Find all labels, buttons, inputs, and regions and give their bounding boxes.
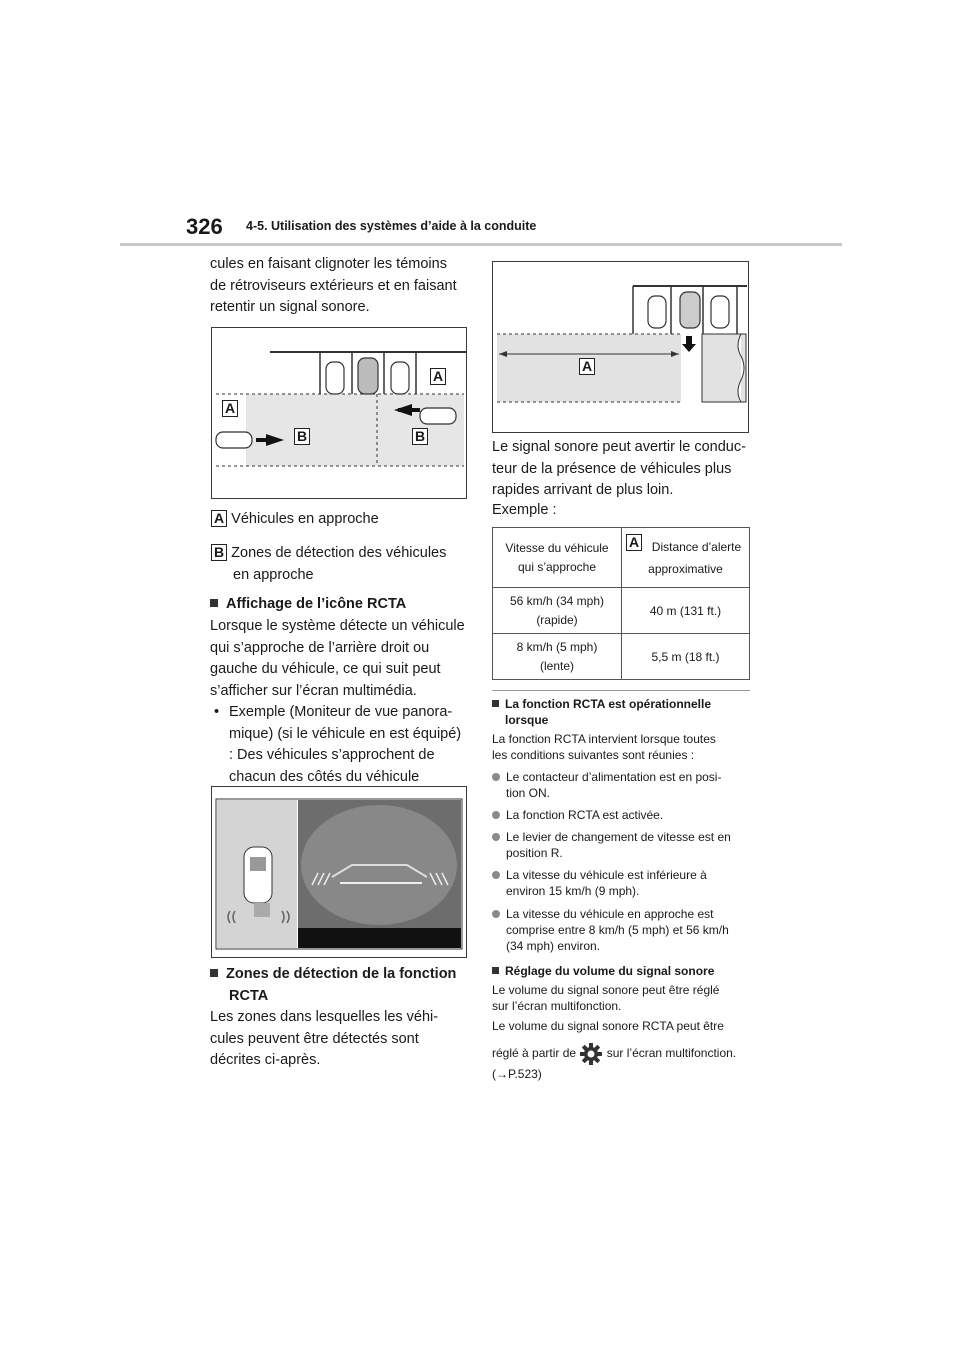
condition-line: La vitesse du véhicule en approche est	[506, 907, 714, 921]
icon-line: Lorsque le système détecte un véhicule	[210, 618, 465, 634]
cell-text: 8 km/h (5 mph)	[516, 639, 598, 654]
example-label: Exemple :	[492, 502, 557, 518]
header-speed-text: Vitesse du véhicule	[505, 540, 609, 555]
table-cell-speed	[493, 588, 622, 634]
table-cell-distance: 40 m (131 ft.)	[622, 588, 750, 634]
bullet-paragraph	[229, 702, 479, 788]
cell-text: (rapide)	[536, 612, 578, 627]
legend-b	[211, 543, 471, 586]
detection-range-illustration	[493, 262, 748, 432]
signal-line: teur de la présence de véhicules plus	[492, 460, 732, 477]
volume-line: sur l’écran multifonction.	[492, 999, 622, 1013]
bullet-line: : Des véhicules s’approchent de	[229, 747, 435, 763]
heading-square-icon	[210, 599, 218, 607]
zones-line: Les zones dans lesquelles les véhi-	[210, 1009, 439, 1025]
condition-line: tion ON.	[506, 786, 551, 800]
condition-line: La vitesse du véhicule est inférieure à	[506, 868, 707, 882]
bullet-dot-icon	[492, 871, 500, 879]
bullet-dot-icon	[492, 833, 500, 841]
volume-heading-text: Réglage du volume du signal sonore	[505, 964, 715, 978]
icon-heading	[210, 594, 480, 616]
condition-line: environ 15 km/h (9 mph).	[506, 884, 640, 898]
gear-icon	[579, 1042, 603, 1066]
intro-line: retentir un signal sonore.	[210, 299, 370, 315]
table-row	[493, 634, 750, 680]
figure-label-a: A	[579, 358, 595, 375]
table-cell-speed	[493, 634, 622, 680]
zones-line: décrites ci-après.	[210, 1052, 321, 1068]
zones-heading-text: RCTA	[229, 987, 269, 1004]
operational-intro	[492, 731, 754, 763]
table-cell-distance: 5,5 m (18 ft.)	[622, 634, 750, 680]
heading-square-icon	[492, 700, 499, 707]
volume-line: Le volume du signal sonore peut être réglé	[492, 983, 720, 997]
legend-a	[211, 509, 471, 531]
page-reference-link[interactable]: (→P.523)	[492, 1067, 542, 1081]
volume-line: Le volume du signal sonore RCTA peut être	[492, 1019, 724, 1033]
table-header-row	[493, 528, 750, 588]
table-row	[493, 588, 750, 634]
operational-intro-line: les conditions suivantes sont réunies :	[492, 748, 695, 762]
icon-paragraph	[210, 616, 480, 702]
header-label-a: A	[626, 534, 642, 551]
intro-paragraph	[210, 254, 470, 319]
condition-line: Le contacteur d’alimentation est en posi-	[506, 770, 722, 784]
figure-label-b: B	[412, 428, 428, 445]
condition-item	[492, 807, 754, 823]
operational-intro-line: La fonction RCTA intervient lorsque toutes	[492, 732, 716, 746]
bullet-marker: •	[214, 704, 220, 720]
figure-label-b: B	[294, 428, 310, 445]
operational-heading-text: lorsque	[505, 713, 549, 727]
signal-line: Le signal sonore peut avertir le conduc-	[492, 439, 746, 455]
signal-line: rapides arrivant de plus loin.	[492, 482, 674, 498]
bullet-dot-icon	[492, 773, 500, 781]
condition-item	[492, 769, 754, 801]
operational-heading	[492, 696, 754, 728]
parking-zones-illustration	[212, 328, 466, 498]
heading-square-icon	[492, 967, 499, 974]
bullet-line: chacun des côtés du véhicule	[229, 768, 420, 785]
header-distance-text: approximative	[648, 561, 723, 576]
intro-line: cules en faisant clignoter les témoins	[210, 256, 447, 272]
header-cell-speed	[493, 528, 622, 588]
figure-detection-range	[492, 261, 749, 433]
zones-heading-text: Zones de détection de la fonction	[226, 966, 457, 982]
divider	[492, 690, 750, 691]
header-rule	[120, 243, 842, 246]
volume-line-end: sur l’écran multifonction.	[606, 1046, 737, 1060]
icon-heading-text: Affichage de l’icône RCTA	[226, 596, 407, 612]
condition-line: (34 mph) environ.	[506, 939, 601, 953]
condition-item	[492, 829, 754, 861]
section-title: 4-5. Utilisation des systèmes d’aide à la conduite	[246, 219, 537, 233]
icon-line: s’afficher sur l’écran multimédia.	[210, 682, 417, 699]
volume-line-start: réglé à partir de	[492, 1046, 577, 1060]
page-number: 326	[186, 214, 223, 239]
intro-line: de rétroviseurs extérieurs et en faisant	[210, 277, 457, 294]
bullet-line: Exemple (Moniteur de vue panora-	[229, 704, 453, 720]
legend-a-box: A	[211, 510, 227, 527]
speed-distance-table	[492, 527, 750, 680]
zones-heading	[210, 964, 480, 1007]
condition-item	[492, 867, 754, 899]
legend-b-text: Zones de détection des véhicules	[231, 545, 447, 561]
condition-line: comprise entre 8 km/h (5 mph) et 56 km/h	[506, 923, 729, 937]
condition-line: La fonction RCTA est activée.	[506, 808, 664, 822]
bullet-dot-icon	[492, 910, 500, 918]
panoramic-monitor-illustration	[212, 787, 466, 957]
header-cell-distance	[622, 528, 750, 588]
figure-label-a: A	[222, 400, 238, 417]
icon-line: qui s’approche de l’arrière droit ou	[210, 639, 430, 656]
figure-label-a: A	[430, 368, 446, 385]
condition-line: position R.	[506, 846, 563, 860]
bullet-line: mique) (si le véhicule en est équipé)	[229, 725, 462, 742]
operational-heading-text: La fonction RCTA est opérationnelle	[505, 697, 712, 711]
signal-paragraph	[492, 437, 754, 502]
cell-text: (lente)	[539, 658, 574, 673]
volume-gear-line	[492, 1041, 762, 1065]
heading-square-icon	[210, 969, 218, 977]
header-speed-text: qui s’approche	[517, 559, 597, 574]
icon-line: gauche du véhicule, ce qui suit peut	[210, 661, 441, 677]
legend-b-box: B	[211, 544, 227, 561]
legend-b-text: en approche	[233, 566, 314, 583]
condition-item	[492, 906, 754, 954]
zones-paragraph	[210, 1007, 480, 1072]
legend-a-text: Véhicules en approche	[231, 511, 379, 527]
header-distance-text: Distance d’alerte	[651, 539, 742, 554]
figure-parking-zones	[211, 327, 467, 499]
figure-panoramic-monitor	[211, 786, 467, 958]
zones-line: cules peuvent être détectés sont	[210, 1030, 419, 1047]
volume-heading	[492, 963, 754, 979]
condition-line: Le levier de changement de vitesse est en	[506, 830, 731, 844]
bullet-dot-icon	[492, 811, 500, 819]
volume-paragraph	[492, 982, 754, 1014]
cell-text: 56 km/h (34 mph)	[509, 593, 605, 608]
